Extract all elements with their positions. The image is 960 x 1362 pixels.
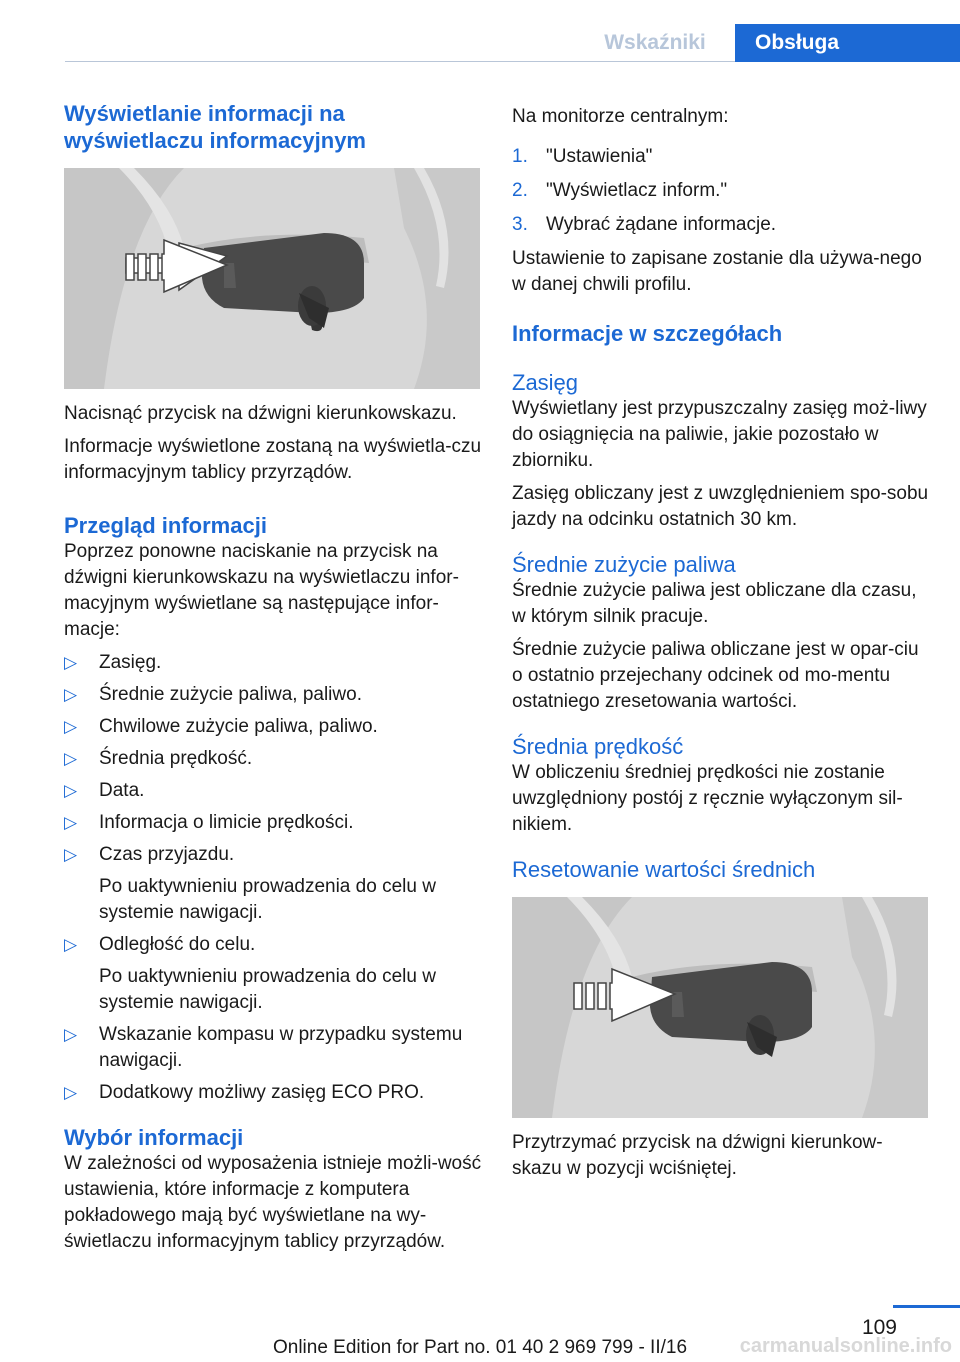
para-poprzez: Poprzez ponowne naciskanie na przycisk na dźwigni kierunkowskazu na wyświetlaczu infor-macyjnym wyświetlane są następujące infor-macje: [64, 541, 459, 640]
triangle-bullet-icon: ▷ [64, 749, 78, 768]
page-header [65, 24, 960, 62]
footer-accent-line [893, 1305, 960, 1308]
list-item: ▷ Czas przyjazdu. Po uaktywnieniu prowadzenia do celu w systemie nawigacji. [64, 844, 436, 923]
para-informacje: Informacje wyświetlone zostaną na wyświetla-czu informacyjnym tablicy przyrządów. [64, 436, 482, 483]
heading-srednia-predkosc: Średnia prędkość [512, 734, 684, 759]
triangle-bullet-icon: ▷ [64, 717, 78, 736]
footer-edition: Online Edition for Part no. 01 40 2 969 799 - II/16 [272, 1337, 688, 1358]
heading-wybor: Wybór informacji [64, 1125, 244, 1150]
watermark-logo: carmanualsonline.info [739, 1335, 952, 1357]
list-item: ▷ Informacja o limicie prędkości. [64, 810, 482, 836]
page-number: 109 [861, 1316, 897, 1339]
triangle-bullet-icon: ▷ [64, 813, 78, 832]
para-zasieg-2: Zasięg obliczany jest z uwzględnieniem spo-sobu jazdy na odcinku ostatnich 30 km. [512, 483, 929, 530]
para-na-monitorze: Na monitorze centralnym: [512, 106, 729, 127]
para-predkosc: W obliczeniu średniej prędkości nie zostanie uwzględniony postój z ręcznie wyłączonym sil-nikiem. [512, 762, 903, 835]
left-column [64, 100, 482, 1262]
heading-przeglad: Przegląd informacji [64, 513, 267, 538]
list-item: ▷ Chwilowe zużycie paliwa, paliwo. [64, 714, 482, 740]
info-bullet-list [64, 650, 482, 1106]
para-nacisnac: Nacisnąć przycisk na dźwigni kierunkowskazu. [64, 403, 457, 424]
heading-zasieg: Zasięg [512, 370, 579, 395]
triangle-bullet-icon: ▷ [64, 845, 78, 864]
triangle-bullet-icon: ▷ [64, 781, 78, 800]
triangle-bullet-icon: ▷ [64, 1083, 78, 1102]
list-item: ▷ Data. [64, 778, 482, 804]
figure-turn-signal-lever-reset [512, 897, 928, 1118]
triangle-bullet-icon: ▷ [64, 935, 78, 954]
para-ustawienie: Ustawienie to zapisane zostanie dla używa-nego w danej chwili profilu. [512, 248, 922, 295]
para-zuzycie-1: Średnie zużycie paliwa jest obliczane dla czasu, w którym silnik pracuje. [512, 580, 917, 627]
list-item: ▷ Wskazanie kompasu w przypadku systemu nawigacji. [64, 1024, 463, 1071]
heading-wyswietlanie: Wyświetlanie informacji na wyświetlaczu informacyjnym [64, 101, 366, 153]
heading-srednie-zuzycie: Średnie zużycie paliwa [512, 552, 736, 577]
list-item: ▷ Średnie zużycie paliwa, paliwo. [64, 682, 482, 708]
right-column [512, 104, 930, 1189]
heading-szczegoly: Informacje w szczegółach [512, 321, 783, 346]
list-item: ▷ Średnia prędkość. [64, 746, 482, 772]
triangle-bullet-icon: ▷ [64, 685, 78, 704]
figure-turn-signal-lever [64, 168, 480, 389]
list-item: ▷ Zasięg. [64, 650, 482, 676]
para-przytrzymac: Przytrzymać przycisk na dźwigni kierunkow-skazu w pozycji wciśniętej. [512, 1132, 883, 1179]
list-item: ▷ Dodatkowy możliwy zasięg ECO PRO. [64, 1080, 482, 1106]
list-item: ▷ Odległość do celu. Po uaktywnieniu prowadzenia do celu w systemie nawigacji. [64, 934, 436, 1013]
para-zuzycie-2: Średnie zużycie paliwa obliczane jest w opar-ciu o ostatnio przejechany odcinek od mo-mentu ostatniego zresetowania wartości. [512, 639, 919, 712]
triangle-bullet-icon: ▷ [64, 653, 78, 672]
tab-wskazniki[interactable]: Wskaźniki [604, 31, 706, 54]
list-item: 1. "Ustawienia" [512, 146, 653, 167]
para-zasieg-1: Wyświetlany jest przypuszczalny zasięg moż-liwy do osiągnięcia na paliwie, jakie pozostało w zbiorniku. [512, 398, 927, 471]
list-item: 3. Wybrać żądane informacje. [512, 214, 777, 235]
list-item: 2. "Wyświetlacz inform." [512, 180, 728, 201]
triangle-bullet-icon: ▷ [64, 1025, 78, 1044]
heading-resetowanie: Resetowanie wartości średnich [512, 857, 816, 882]
tab-obsluga[interactable]: Obsługa [735, 24, 960, 62]
steps-list [512, 144, 930, 238]
para-w-zaleznosci: W zależności od wyposażenia istnieje możli-wość ustawienia, które informacje z komputera pokładowego mają być wyświetlane na wy-świetlaczu informacyjnym tablicy przyrządów. [64, 1153, 482, 1252]
